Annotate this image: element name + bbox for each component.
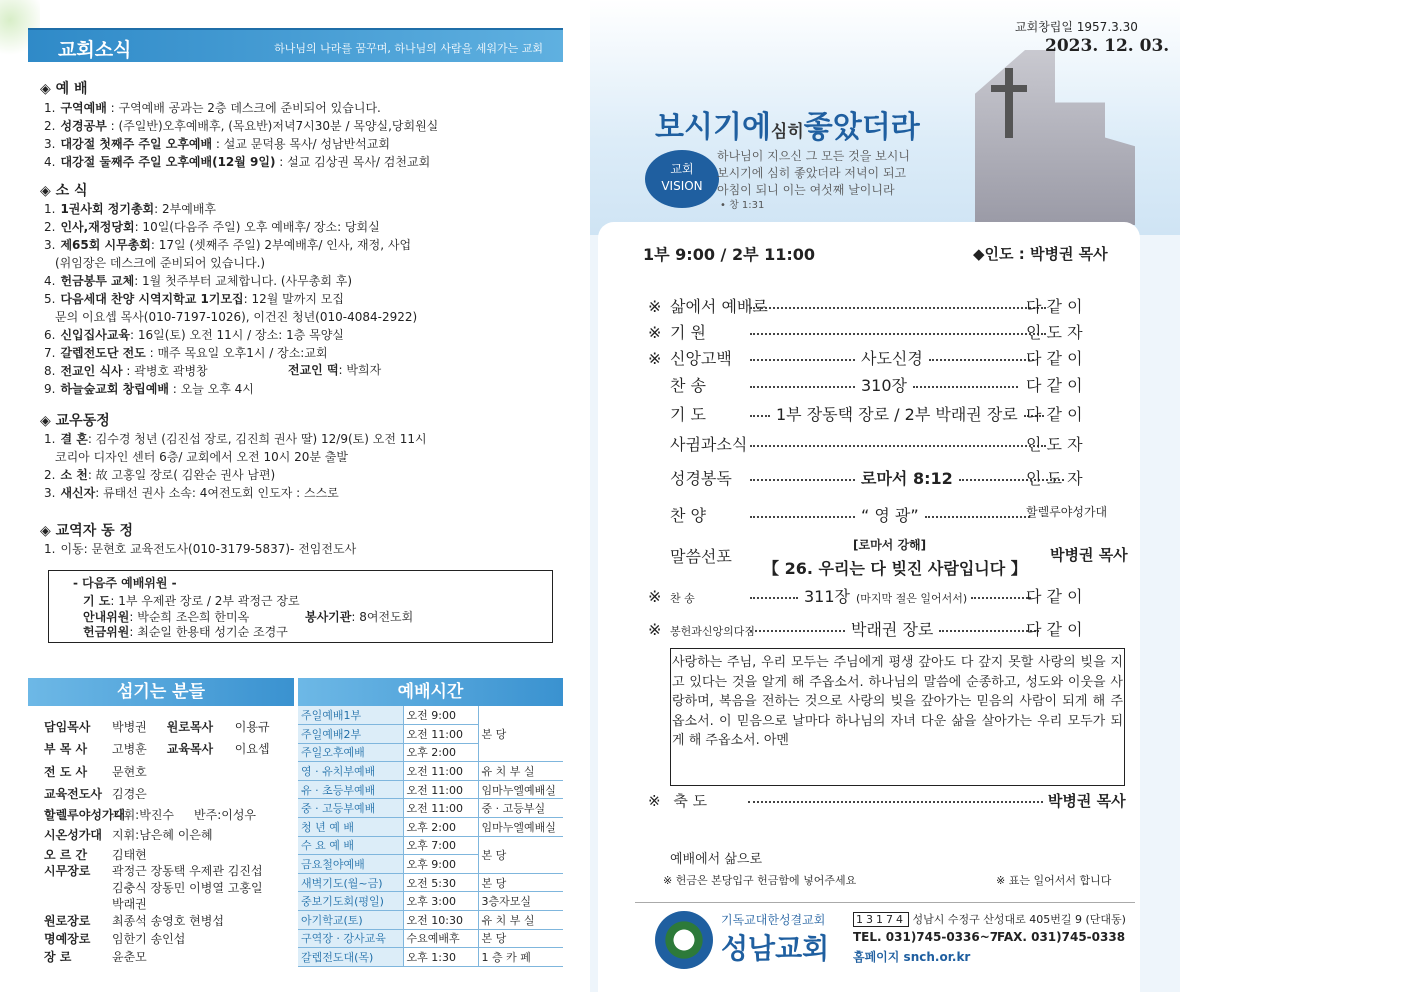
staff-name: 최종석 송영호 현병섭	[112, 914, 224, 928]
bless-name: 축 도	[673, 792, 708, 810]
item-number: 3.	[44, 238, 56, 252]
schedule-name: 중보기도회(평일)	[298, 892, 403, 911]
schedule-time: 오후 2:00	[403, 818, 478, 837]
staff-role: 명예장로	[44, 932, 91, 946]
schedule-name: 중 · 고등부예배	[298, 799, 403, 818]
order-row	[648, 320, 1083, 343]
church-logo-icon	[655, 911, 713, 969]
order-row	[648, 617, 1083, 640]
order-dots	[925, 516, 1030, 518]
schedule-time: 오전 11:00	[403, 799, 478, 818]
item-label: 갈렙전도단 전도	[60, 346, 146, 360]
founded-date: 교회창립일 1957.3.30	[1015, 20, 1138, 34]
staff-row	[44, 826, 213, 843]
item-label: 인사,재정당회	[60, 220, 135, 234]
staff-role: 장 로	[44, 950, 72, 964]
theme-a: 보시기에	[655, 110, 771, 145]
schedule-place: 본 당	[478, 836, 563, 873]
schedule-name: 청 년 예 배	[298, 818, 403, 837]
order-mid: 311장	[804, 587, 850, 606]
order-dots	[939, 630, 1039, 632]
order-row	[648, 294, 1083, 317]
ministers-title: ◈ 교역자 동 정	[40, 523, 134, 539]
staff-role-2: 반주:	[194, 808, 222, 822]
item-number: 2.	[44, 220, 56, 234]
order-dots	[750, 333, 1046, 335]
order-dots	[750, 386, 855, 388]
schedule-header: 예배시간	[298, 678, 563, 706]
schedule-time: 오전 11:00	[403, 762, 478, 781]
schedule-time: 오전 11:00	[403, 725, 478, 744]
schedule-time: 오후 7:00	[403, 836, 478, 855]
order-note: (마지막 절은 일어서서)	[856, 592, 968, 605]
schedule-name: 새벽기도(월~금)	[298, 873, 403, 892]
next-service-label: 봉사기관	[305, 610, 352, 624]
sermon-preacher: 박병권 목사	[1050, 546, 1128, 564]
service-leader: ◆인도 : 박병권 목사	[973, 245, 1108, 263]
staff-role: 담임목사	[44, 720, 91, 734]
schedule-place: 3층자모실	[478, 892, 563, 911]
bless-line	[648, 790, 1126, 811]
order-who: 다 같 이	[1026, 349, 1083, 368]
schedule-place: 유 치 부 실	[478, 762, 563, 781]
staff-row	[44, 740, 270, 757]
next-prayer-label: 기 도	[83, 594, 111, 608]
bulletin-date: 2023. 12. 03.	[1045, 36, 1170, 56]
church-name: 성남교회	[721, 932, 830, 965]
order-dots	[971, 597, 1031, 599]
address: 성남시 수정구 산성대로 405번길 9 (단대동)	[912, 913, 1126, 926]
order-dots	[750, 445, 1046, 447]
item-number: 4.	[44, 155, 56, 169]
staff-row	[44, 763, 147, 780]
verse-line: 보시기에 심히 좋았더라 저녁이 되고	[717, 166, 907, 180]
staff-row	[44, 948, 147, 965]
schedule-row	[298, 929, 563, 948]
staff-name: 임한기 송인섭	[112, 932, 186, 946]
schedule-place: 임마누엘예배실	[478, 818, 563, 837]
item-text: : 구역예배 공과는 2층 데스크에 준비되어 있습니다.	[106, 101, 381, 115]
item-label: 제65회 시무총회	[60, 238, 151, 252]
after-worship: 예배에서 삶으로	[670, 852, 763, 867]
sermon-title: 【 26. 우리는 다 빚진 사람입니다 】	[763, 559, 1027, 578]
family-title: ◈ 교우동정	[40, 413, 110, 429]
verse-ref: • 창 1:31	[720, 200, 765, 211]
right-page	[590, 0, 1180, 992]
schedule-row	[298, 799, 563, 818]
news-item	[44, 381, 254, 397]
schedule-name: 수 요 예 배	[298, 836, 403, 855]
worship-title: ◈ 예 배	[40, 81, 88, 97]
schedule-place: 임마누엘예배실	[478, 780, 563, 799]
bless-dots	[748, 801, 1043, 803]
schedule-name: 구역장 · 강사교육	[298, 929, 403, 948]
order-who: 인 도 자	[1026, 469, 1083, 488]
order-panel	[598, 222, 1140, 992]
item-label: 구역예배	[60, 101, 107, 115]
next-service-text: : 8여전도회	[351, 610, 414, 624]
staff-role: 부 목 사	[44, 742, 88, 756]
staff-header: 섬기는 분들	[28, 678, 294, 706]
schedule-row	[298, 762, 563, 781]
order-who: 할렐루야성가대	[1026, 505, 1108, 519]
order-name: 삶에서 예배로	[670, 297, 768, 316]
blank-margin	[1180, 0, 1403, 992]
schedule-table	[298, 706, 563, 967]
staff-name: 윤춘모	[112, 950, 147, 964]
staff-name: 박병권	[112, 720, 147, 734]
item-number: 7.	[44, 346, 56, 360]
schedule-place: 본 당	[478, 873, 563, 892]
next-offering	[83, 624, 288, 640]
order-who: 다 같 이	[1026, 620, 1083, 639]
item-label: 성경공부	[60, 119, 107, 133]
order-row	[648, 373, 1083, 396]
item-text: (위임장은 데스크에 준비되어 있습니다.)	[55, 256, 266, 270]
item-label: 1권사회 정기총회	[60, 202, 155, 216]
family-item	[44, 485, 339, 501]
order-row	[648, 346, 1083, 369]
order-who: 다 같 이	[1026, 376, 1083, 395]
order-mid: 사도신경	[861, 349, 923, 368]
item-number: 3.	[44, 137, 56, 151]
item-text: : 매주 목요일 오후1시 / 장소:교회	[145, 346, 328, 360]
item-text: 코리아 디자인 센터 6층/ 교회에서 오전 10시 20분 출발	[55, 450, 348, 464]
item-number: 1.	[44, 202, 56, 216]
item-number: 6.	[44, 328, 56, 342]
order-row	[648, 432, 1083, 455]
order-who: 인 도 자	[1026, 435, 1083, 454]
news-item	[50, 255, 265, 271]
theme-title	[655, 102, 920, 146]
stand-mark: ※	[648, 587, 662, 606]
staff-role: 교육전도사	[44, 787, 102, 801]
staff-role: 시무장로	[44, 864, 91, 878]
staff-name: 김충식 장동민 이병열 고홍일	[112, 881, 263, 895]
minister-item	[44, 541, 356, 557]
item-number: 3.	[44, 486, 56, 500]
address-line	[853, 911, 1126, 927]
schedule-time: 오전 5:30	[403, 873, 478, 892]
schedule-row	[298, 892, 563, 911]
order-dots	[750, 630, 845, 632]
item-label: 결 혼	[60, 432, 88, 446]
item-text: : 故 고홍일 장로( 김완순 권사 남편)	[87, 468, 276, 482]
order-name: 찬 송	[670, 592, 695, 605]
schedule-name: 아기학교(토)	[298, 911, 403, 930]
item-number: 9.	[44, 382, 56, 396]
worship-item	[44, 154, 430, 170]
order-name: 찬 양	[670, 506, 706, 525]
order-dots	[750, 516, 855, 518]
fax: FAX. 031)745-0338	[997, 930, 1126, 944]
order-dots	[750, 307, 1046, 309]
news-item	[44, 237, 411, 253]
sermon-series: [로마서 강해]	[853, 538, 927, 552]
sermon-label: 말씀선포	[670, 547, 732, 566]
order-name: 신앙고백	[670, 349, 732, 368]
theme-c: 좋았더라	[803, 110, 920, 145]
schedule-time: 수요예배후	[403, 929, 478, 948]
staff-name: 고병훈	[112, 742, 147, 756]
order-dots	[750, 479, 855, 481]
news-item	[44, 327, 344, 343]
order-dots	[750, 359, 855, 361]
schedule-place: 본 당	[478, 706, 563, 762]
zip-code: 13174	[853, 912, 909, 927]
order-who: 다 같 이	[1026, 297, 1083, 316]
order-dots	[929, 359, 1034, 361]
item-number: 2.	[44, 119, 56, 133]
order-who: 인 도 자	[1026, 323, 1083, 342]
order-name: 기 원	[670, 323, 706, 342]
schedule-place: 유 치 부 실	[478, 911, 563, 930]
item-text: : 오늘 오후 4시	[168, 382, 254, 396]
news-item	[44, 273, 352, 289]
staff-name: 김경은	[112, 787, 147, 801]
left-page	[0, 0, 590, 992]
staff-row	[44, 718, 270, 735]
staff-name: 지휘:박진수	[112, 808, 175, 822]
order-mid: 310장	[861, 376, 907, 395]
order-mid: 로마서 8:12	[861, 469, 953, 488]
church-footer	[635, 902, 1135, 972]
homepage-link[interactable]: 홈페이지 snch.or.kr	[853, 950, 971, 964]
item-text: : 12월 말까지 모집	[243, 292, 344, 306]
item-text: : (주일반)오후예배후, (목요반)저녁7시30분 / 목양실,당회원실	[106, 119, 439, 133]
verse-line: 하나님이 지으신 그 모든 것을 보시니	[717, 149, 910, 163]
worship-item	[44, 136, 390, 152]
order-mid: “ 영 광”	[861, 506, 919, 525]
staff-name: 문현호	[112, 765, 147, 779]
order-mid: 1부 장동택 장로 / 2부 박래권 장로	[776, 405, 1018, 424]
item-number: 1.	[44, 101, 56, 115]
rice-text: : 박희자	[338, 363, 382, 377]
vision-b: VISION	[661, 179, 703, 193]
stand-mark: ※	[648, 349, 662, 368]
schedule-time: 오전 11:00	[403, 780, 478, 799]
item-number: 4.	[44, 274, 56, 288]
item-text: : 16일(토) 오전 11시 / 장소: 1층 목양실	[130, 328, 344, 342]
rice-label: 전교인 떡	[288, 363, 339, 377]
news-item	[44, 201, 216, 217]
next-week-title: - 다음주 예배위원 -	[73, 576, 177, 590]
next-week-box	[48, 570, 553, 643]
bless-who: 박병권 목사	[1047, 792, 1126, 810]
item-label: 대강절 첫째주 주일 오후예배	[60, 137, 213, 151]
schedule-name: 유 · 초등부예배	[298, 780, 403, 799]
order-name: 성경봉독	[670, 469, 732, 488]
order-name: 봉헌과신앙의다짐	[670, 625, 756, 638]
item-text: 이동: 문현호 교육전도사(010-3179-5837)- 전임전도사	[60, 542, 357, 556]
schedule-name: 주일오후예배	[298, 743, 403, 762]
schedule-time: 오후 2:00	[403, 743, 478, 762]
schedule-time: 오후 9:00	[403, 855, 478, 874]
schedule-name: 갈렙전도대(목)	[298, 948, 403, 967]
verse-line: 아침이 되니 이는 여섯째 날이니라	[717, 183, 895, 197]
staff-name-2: 이요셉	[234, 742, 270, 756]
order-row	[648, 584, 1083, 607]
family-item	[50, 449, 348, 465]
schedule-name: 주일예배1부	[298, 706, 403, 725]
order-who: 다 같 이	[1026, 587, 1083, 606]
item-label: 헌금봉투 교체	[60, 274, 135, 288]
stand-mark: ※	[648, 297, 662, 316]
cross-icon	[1005, 68, 1013, 138]
item-number: 1.	[44, 542, 56, 556]
next-usher	[83, 609, 249, 625]
staff-name: 박래권	[112, 897, 147, 911]
staff-row	[44, 785, 147, 802]
worship-item	[44, 100, 381, 116]
staff-name: 곽정근 장동택 우제관 김진섭	[112, 864, 263, 878]
news-subtitle: 하나님의 나라를 꿈꾸며, 하나님의 사람을 세워가는 교회	[274, 42, 543, 55]
staff-role: 전 도 사	[44, 765, 88, 779]
schedule-row	[298, 706, 563, 725]
schedule-row	[298, 948, 563, 967]
vision-badge	[645, 150, 719, 208]
item-text: : 2부예배후	[154, 202, 217, 216]
schedule-time: 오전 10:30	[403, 911, 478, 930]
schedule-name: 영 · 유치부예배	[298, 762, 403, 781]
theme-b: 심히	[770, 122, 804, 142]
order-name: 기 도	[670, 405, 706, 424]
staff-row	[44, 895, 147, 912]
order-dots	[750, 597, 798, 599]
order-row	[648, 466, 1083, 489]
staff-role-2: 교육목사	[166, 742, 214, 756]
next-service	[305, 609, 413, 625]
item-number: 2.	[44, 468, 56, 482]
cross-bar	[991, 85, 1027, 92]
staff-role: 할렐루야성가대	[44, 808, 126, 822]
schedule-row	[298, 818, 563, 837]
family-item	[44, 431, 427, 447]
note-stand: ※ 표는 일어서서 합니다	[996, 874, 1112, 887]
next-prayer-text: : 1부 우제관 장로 / 2부 곽정근 장로	[110, 594, 300, 608]
staff-name-2: 이성우	[221, 808, 257, 822]
vision-a: 교회	[670, 162, 694, 176]
order-name: 찬 송	[670, 376, 706, 395]
tel: TEL. 031)745-0336~7	[853, 930, 999, 944]
item-label: 전교인 식사	[60, 364, 123, 378]
item-label: 신입집사교육	[60, 328, 131, 342]
item-text: : 류태선 권사 소속: 4여전도회 인도자 : 스스로	[95, 486, 339, 500]
schedule-place: 중 · 고등부실	[478, 799, 563, 818]
worship-item	[44, 118, 438, 134]
schedule-place: 1 층 카 페	[478, 948, 563, 967]
schedule-name: 주일예배2부	[298, 725, 403, 744]
staff-name: 김태현	[112, 848, 147, 862]
item-text: : 설교 김상권 목사/ 검천교회	[275, 155, 431, 169]
item-number: 1.	[44, 432, 56, 446]
schedule-row	[298, 911, 563, 930]
order-name: 사귐과소식	[670, 435, 748, 454]
item-text: : 17일 (셋째주 주일) 2부예배후/ 인사, 재정, 사업	[150, 238, 412, 252]
news-item	[44, 219, 380, 235]
order-row	[648, 402, 1083, 425]
next-offering-text: : 최순일 한용태 성기순 조경구	[129, 625, 288, 639]
item-text: : 10일(다음주 주일) 오후 예배후/ 장소: 당회실	[134, 220, 380, 234]
news-section-title: ◈ 소 식	[40, 183, 88, 199]
schedule-row	[298, 780, 563, 799]
staff-role: 오 르 간	[44, 848, 88, 862]
item-text: : 김수경 청년 (김진섭 장로, 김진희 권사 딸) 12/9(토) 오전 11시	[87, 432, 427, 446]
news-item	[50, 309, 417, 325]
org-name: 기독교대한성결교회	[721, 913, 826, 927]
stand-mark: ※	[648, 323, 662, 342]
staff-row	[44, 862, 263, 879]
staff-row	[44, 806, 256, 823]
bless-mark: ※	[648, 792, 661, 810]
note-offering: ※ 헌금은 본당입구 헌금함에 넣어주세요	[663, 874, 857, 887]
order-dots	[750, 415, 770, 417]
item-text: : 곽병호 곽병창	[122, 364, 208, 378]
news-item	[44, 363, 208, 379]
order-dots	[913, 386, 1018, 388]
item-label: 하늘숲교회 창립예배	[60, 382, 169, 396]
service-time: 1부 9:00 / 2부 11:00	[643, 245, 816, 264]
item-text: : 설교 문덕용 목사/ 성남반석교회	[212, 137, 390, 151]
order-mid: 박래권 장로	[851, 620, 934, 639]
item-label: 소 천	[60, 468, 88, 482]
news-title: 교회소식	[58, 39, 132, 61]
staff-role: 원로장로	[44, 914, 91, 928]
order-who: 다 같 이	[1026, 405, 1083, 424]
stand-mark: ※	[648, 620, 662, 639]
item-text: 문의 이요셉 목사(010-7197-1026), 이건진 청년(010-4084-2922)	[55, 310, 418, 324]
staff-name-2: 이용규	[234, 720, 270, 734]
schedule-name: 금요철야예배	[298, 855, 403, 874]
schedule-time: 오후 3:00	[403, 892, 478, 911]
next-prayer	[83, 593, 300, 609]
staff-row	[44, 846, 147, 863]
rice-line	[288, 362, 381, 378]
item-text: : 1월 첫주부터 교체합니다. (사무총회 후)	[134, 274, 352, 288]
news-item	[44, 345, 328, 361]
item-label: 다음세대 찬양 시역지학교 1기모집	[60, 292, 244, 306]
staff-row	[44, 930, 185, 947]
item-number: 5.	[44, 292, 56, 306]
next-usher-label: 안내위원	[83, 610, 130, 624]
staff-role: 시온성가대	[44, 828, 102, 842]
schedule-row	[298, 873, 563, 892]
staff-role-2: 원로목사	[166, 720, 214, 734]
news-header	[28, 28, 563, 62]
schedule-time: 오전 9:00	[403, 706, 478, 725]
next-usher-text: : 박순희 조은희 한미옥	[129, 610, 250, 624]
schedule-time: 오후 1:30	[403, 948, 478, 967]
order-row	[648, 503, 1108, 526]
schedule-place: 본 당	[478, 929, 563, 948]
next-offering-label: 헌금위원	[83, 625, 130, 639]
family-item	[44, 467, 275, 483]
schedule-row	[298, 836, 563, 855]
staff-row	[44, 879, 263, 896]
item-label: 새신자	[60, 486, 96, 500]
item-number: 8.	[44, 364, 56, 378]
staff-name: 지휘:남은혜 이은혜	[112, 828, 213, 842]
prayer-text: 사랑하는 주님, 우리 모두는 주님에게 평생 갚아도 다 갚지 못할 사랑의 빚을 지고 있다는 것을 알게 해 주옵소서. 하나님의 말씀에 순종하고, 성도와 이웃을 사랑하며, 복음을 전하는 것으로 사랑의 빚을 갚아가는 믿음의 사람이 되게 해 주옵소서. 이 믿음으로 날마다 하나님의 자녀 다운 삶을 살아가는 우리 모두가 되게 해 주옵소서. 아멘	[670, 648, 1125, 786]
staff-row	[44, 912, 224, 929]
item-label: 대강절 둘째주 주일 오후예배(12월 9일)	[60, 155, 276, 169]
news-item	[44, 291, 344, 307]
